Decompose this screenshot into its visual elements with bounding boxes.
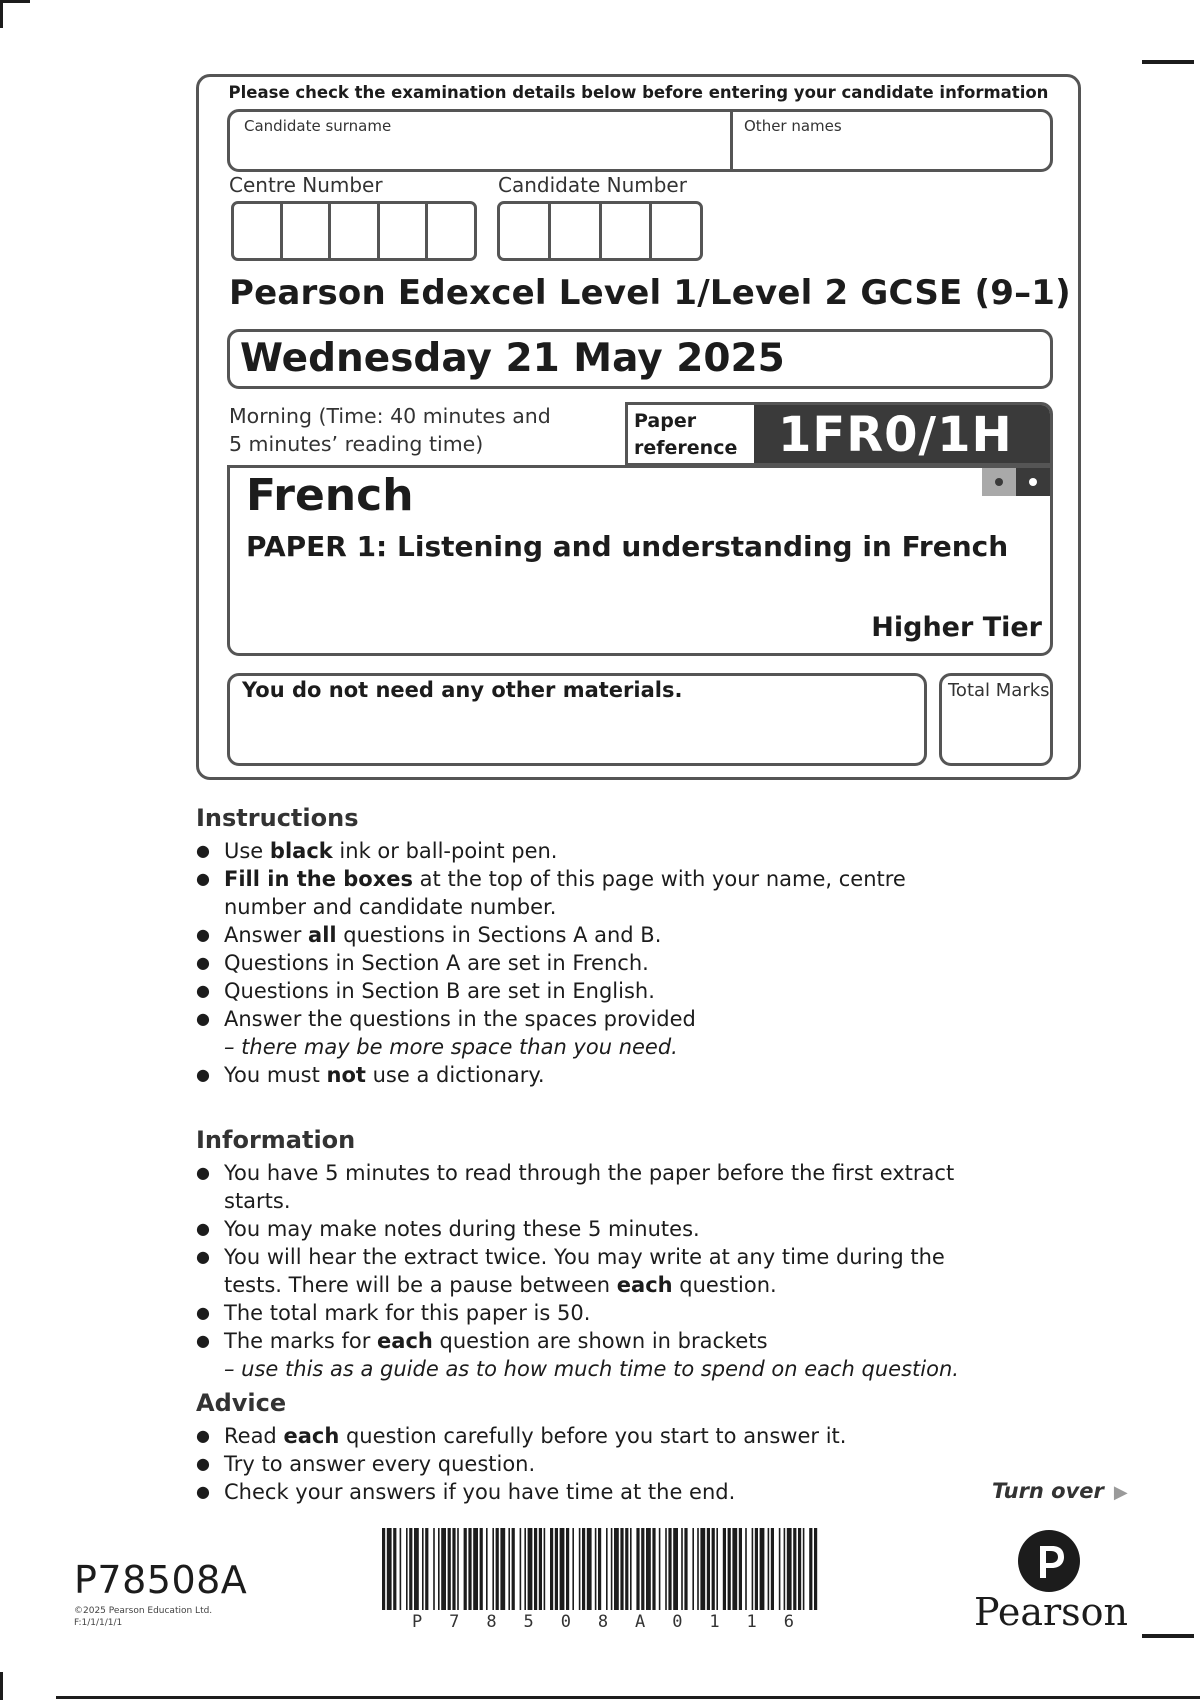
barcode-bar [524,1528,526,1610]
barcode-bar [700,1528,705,1610]
barcode-bar [587,1528,592,1610]
information-item-text: You have 5 minutes to read through the paper before the first extract starts. [224,1161,955,1213]
advice-item-text: Read each question carefully before you start to answer it. [224,1424,847,1448]
candidate-info-frame [196,74,1081,780]
barcode-bar [697,1528,699,1610]
barcode-digit: 0 [672,1612,683,1632]
barcode-bar [595,1528,597,1610]
total-marks-box[interactable] [939,673,1053,766]
barcode-bar [572,1528,574,1610]
crop-mark [1142,60,1194,64]
barcode-bar [500,1528,505,1610]
candidate-number-digit-box[interactable] [602,204,653,258]
barcode-bar [508,1528,510,1610]
session-info [229,402,551,458]
barcode-bar [712,1528,715,1610]
paper-code: P78508A [74,1558,248,1602]
barcode-bar [382,1528,385,1610]
subject-title: French [246,470,414,521]
barcode-bar [579,1528,581,1610]
barcode-bar [681,1528,683,1610]
barcode-bar [555,1528,558,1610]
barcode-bar [625,1528,628,1610]
turn-over-text: Turn over [992,1479,1104,1503]
candidate-number-digit-box[interactable] [500,204,551,258]
barcode-bar [768,1528,770,1610]
barcode-bar [779,1528,781,1610]
instructions-list [196,837,966,1089]
barcode-bar [641,1528,644,1610]
tier-dot-icon [1016,468,1050,496]
barcode-bar [560,1528,565,1610]
information-item [196,1327,996,1383]
barcode-bar [598,1528,601,1610]
barcode-bar [787,1528,792,1610]
barcode-bar [755,1528,758,1610]
barcode-digits [412,1612,794,1632]
paper-reference-code: 1FR0/1H [778,407,1013,463]
barcode-bar [652,1528,655,1610]
barcode-bar [393,1528,396,1610]
barcode-bar [739,1528,742,1610]
other-names-label: Other names [744,117,842,135]
barcode-bar [452,1528,455,1610]
instructions-heading: Instructions [196,804,359,832]
instructions-item-note: – there may be more space than you need. [224,1035,678,1059]
barcode-bar [793,1528,796,1610]
name-divider [730,112,733,169]
barcode-digit: 8 [597,1612,609,1632]
session-line: 5 minutes’ reading time) [229,432,484,456]
barcode-bar [496,1528,499,1610]
barcode-digit: P [412,1612,423,1632]
barcode-digit: 8 [486,1612,497,1632]
information-section [196,1126,996,1383]
barcode-bar [684,1528,687,1610]
paper-reference-label-line: reference [634,437,738,459]
information-item [196,1299,996,1327]
pearson-wordmark: Pearson [974,1590,1129,1634]
advice-heading: Advice [196,1389,287,1417]
barcode-icon [382,1528,818,1618]
barcode-bar [550,1528,553,1610]
barcode-bar [528,1528,533,1610]
centre-number-field[interactable] [231,201,477,261]
barcode-digit: 5 [523,1612,534,1632]
barcode-bar [512,1528,515,1610]
paper-reference-label [634,408,737,462]
instructions-item [196,921,966,949]
barcode-bar [752,1528,754,1610]
advice-item-text: Check your answers if you have time at the end. [224,1480,736,1504]
barcode-bar [630,1528,632,1610]
instructions-item-text: Answer the questions in the spaces provided [224,1007,696,1031]
barcode-bar [614,1528,619,1610]
instructions-item [196,977,966,1005]
barcode-bar [480,1528,483,1610]
tier-dots-icon [982,468,1050,496]
barcode-bar [646,1528,651,1610]
information-list [196,1159,996,1383]
paper-reference-label-line: Paper [634,410,697,432]
barcode-bar [468,1528,471,1610]
materials-text: You do not need any other materials. [242,678,683,702]
barcode-bar [611,1528,613,1610]
information-item-text: The marks for each question are shown in brackets [224,1329,768,1353]
barcode-bar [425,1528,428,1610]
pearson-logo-icon [1018,1530,1080,1592]
copyright [74,1605,212,1629]
barcode-bar [665,1528,667,1610]
instructions-item [196,949,966,977]
barcode-bar [457,1528,459,1610]
barcode-digit: 1 [709,1612,720,1632]
barcode-bar [400,1528,402,1610]
barcode-bar [534,1528,537,1610]
barcode-bar [406,1528,408,1610]
advice-item [196,1450,896,1478]
barcode-bar [732,1528,737,1610]
information-item [196,1215,996,1243]
information-item-note: – use this as a guide as to how much time to spend on each question. [224,1357,959,1381]
barcode-bar [707,1528,710,1610]
information-item-text: The total mark for this paper is 50. [224,1301,591,1325]
barcode-digit: 7 [449,1612,460,1632]
turn-over [992,1479,1128,1503]
barcode-bar [784,1528,786,1610]
centre-number-digit-box[interactable] [234,204,283,258]
centre-number-digit-box[interactable] [428,204,474,258]
barcode-bar [486,1528,488,1610]
barcode-bar [441,1528,446,1610]
subject-box [227,465,1053,656]
barcode-bar [728,1528,731,1610]
instructions-item-text: Questions in Section B are set in English. [224,979,655,1003]
information-item-text: You will hear the extract twice. You may write at any time during the tests. There will be a pause between each question. [224,1245,945,1297]
tier-label: Higher Tier [871,612,1042,643]
advice-list [196,1422,896,1506]
information-item-text: You may make notes during these 5 minutes. [224,1217,700,1241]
candidate-number-label: Candidate Number [498,173,687,197]
barcode-bar [422,1528,424,1610]
barcode-bar [387,1528,392,1610]
barcode-bar [668,1528,671,1610]
frame-heading: Please check the examination details below before entering your candidate information [228,83,1049,102]
instructions-item-text: Questions in Section A are set in French. [224,951,649,975]
barcode-bar [582,1528,585,1610]
barcode-bar [566,1528,569,1610]
materials-box [227,673,927,766]
barcode-bar [464,1528,467,1610]
instructions-item [196,837,966,865]
barcode-bar [539,1528,542,1610]
tier-dot-icon [982,468,1016,496]
instructions-item-text: Answer all questions in Sections A and B. [224,923,662,947]
barcode-bar [716,1528,718,1610]
instructions-item [196,1005,966,1061]
pearson-p-icon [1018,1530,1080,1592]
barcode-bar [606,1528,608,1610]
barcode-bar [798,1528,801,1610]
advice-item [196,1478,896,1506]
barcode-bar [673,1528,678,1610]
crop-mark [0,0,30,3]
instructions-item-text: Use black ink or ball-point pen. [224,839,558,863]
barcode-bar [492,1528,494,1610]
exam-date-box [227,329,1053,389]
barcode-bar [473,1528,478,1610]
advice-section [196,1389,896,1506]
total-marks-label: Total Marks [948,680,1050,701]
candidate-number-field[interactable] [497,201,703,261]
barcode-bar [544,1528,546,1610]
instructions-item-text: You must not use a dictionary. [224,1063,545,1087]
advice-item [196,1422,896,1450]
centre-number-digit-box[interactable] [380,204,429,258]
barcode-digit: 1 [746,1612,757,1632]
crop-mark [0,0,3,28]
copyright-line: ©2025 Pearson Education Ltd. [74,1606,213,1616]
centre-number-digit-box[interactable] [331,204,380,258]
barcode-bar [771,1528,774,1610]
barcode-bar [809,1528,812,1610]
barcode-bar [520,1528,522,1610]
barcode-digit: 0 [560,1612,571,1632]
barcode-digit: 6 [783,1612,794,1632]
barcode-bar [814,1528,817,1610]
barcode-digit: A [635,1612,646,1632]
barcode-bar [745,1528,747,1610]
information-heading: Information [196,1126,356,1154]
exam-date: Wednesday 21 May 2025 [240,336,785,381]
barcode-bar [636,1528,639,1610]
instructions-item-text: Fill in the boxes at the top of this page with your name, centre number and candidate number. [224,867,906,919]
candidate-name-box [227,109,1053,172]
barcode-bar [414,1528,419,1610]
paper-reference-box [625,402,1053,466]
centre-number-label: Centre Number [229,173,383,197]
session-line: Morning (Time: 40 minutes and [229,404,551,428]
advice-item-text: Try to answer every question. [224,1452,536,1476]
crop-mark [1142,1634,1194,1638]
information-item [196,1243,996,1299]
crop-mark [0,1672,3,1700]
barcode-bar [620,1528,623,1610]
qualification-title: Pearson Edexcel Level 1/Level 2 GCSE (9–1) [229,273,1071,313]
play-arrow-icon: ▶ [1113,1482,1128,1503]
candidate-surname-label: Candidate surname [244,117,392,135]
instructions-item [196,1061,966,1089]
barcode-bar [409,1528,412,1610]
barcode-bar [760,1528,765,1610]
instructions-section [196,804,966,1089]
candidate-number-digit-box[interactable] [652,204,700,258]
barcode-bar [723,1528,726,1610]
barcode-bar [438,1528,440,1610]
candidate-number-digit-box[interactable] [551,204,602,258]
copyright-line: F:1/1/1/1/1 [74,1618,123,1628]
information-item [196,1159,996,1215]
barcode-bar [433,1528,435,1610]
barcode-bar [692,1528,694,1610]
bottom-rule [56,1696,1200,1699]
paper-title: PAPER 1: Listening and understanding in French [246,530,1009,563]
barcode-bar [803,1528,805,1610]
centre-number-digit-box[interactable] [283,204,332,258]
barcode-bar [448,1528,451,1610]
barcode-bar [659,1528,661,1610]
instructions-item [196,865,966,921]
